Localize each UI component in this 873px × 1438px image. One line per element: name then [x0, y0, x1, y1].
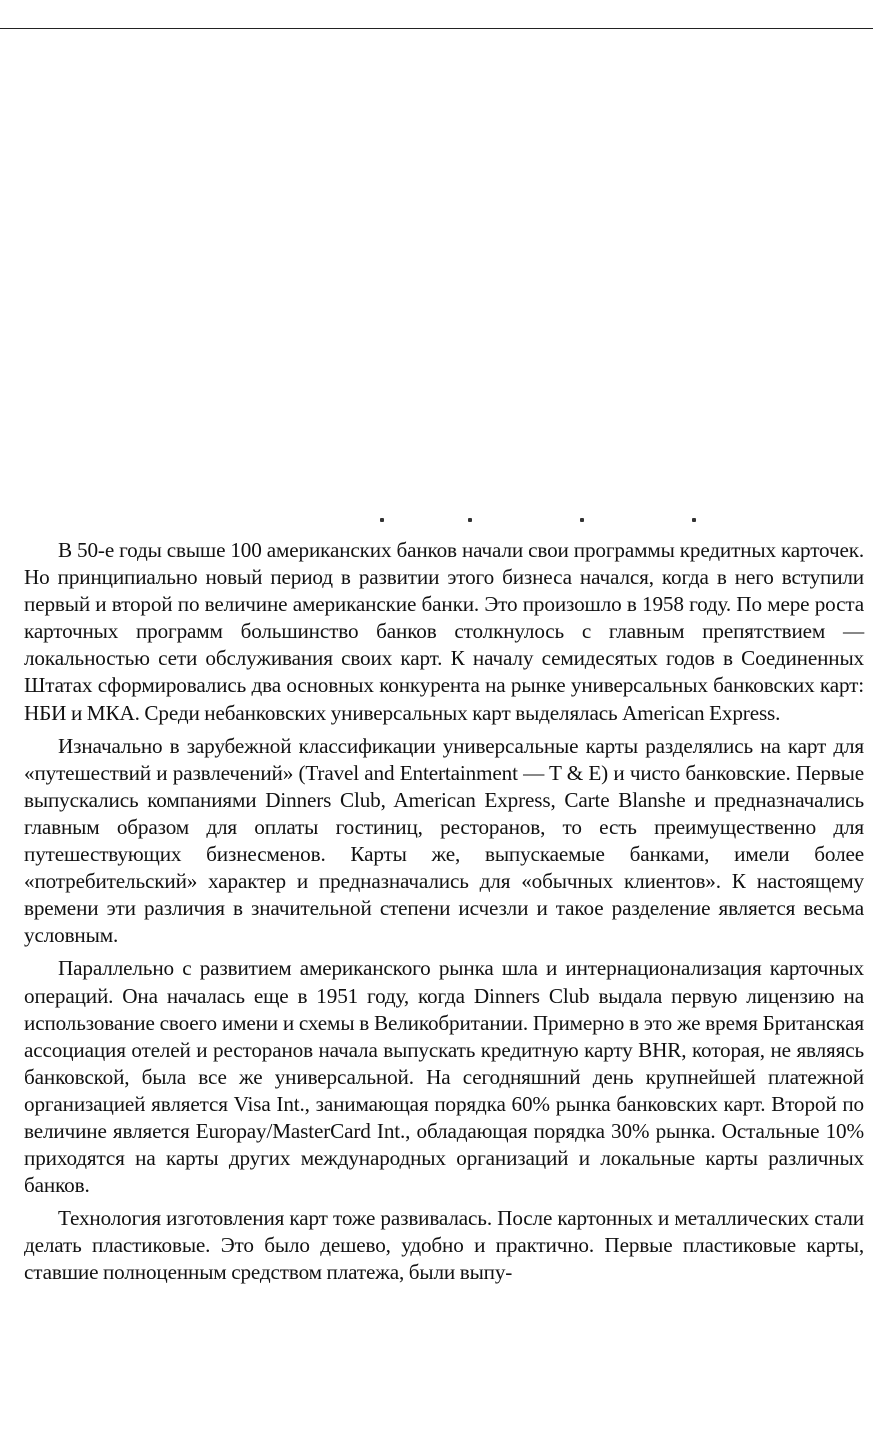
document-body: [24, 537, 864, 1287]
paragraph-1: В 50-е годы свыше 100 американских банков начали свои программы кредитных карточек. Но принципиально новый период в развитии этого бизнеса начался, когда в него вступили первый и второй по величине американские банки. Это произошло в 1958 году. По мере роста карточных программ большинство банков столкнулось с главным препятствием — локальностью сети обслуживания своих карт. К началу семидесятых годов в Соединенных Штатах сформировались два основных конкурента на рынке универсальных банковских карт: НБИ и МКА. Среди небанковских универсальных карт выделялась American Express.: [24, 538, 864, 725]
paragraph-2: Изначально в зарубежной классификации универсальные карты разделялись на карт для «путешествий и развлечений» (Travel and Entertainment — T & E) и чисто банковские. Первые выпускались компаниями Dinners Club, American Express, Carte Blanshe и предназначались главным образом для оплаты гостиниц, ресторанов, то есть преимущественно для путешествующих бизнесменов. Карты же, выпускаемые банками, имели более «потребительский» характер и предназначались для «обычных клиентов». К настоящему времени эти различия в значительной степени исчезли и такое разделение является весьма условным.: [24, 733, 864, 948]
scan-artifact-marks: [380, 518, 700, 526]
paragraph-3: Параллельно с развитием американского рынка шла и интернационализация карточных операций. Она началась еще в 1951 году, когда Dinners Club выдала первую лицензию на использование своего имени и схемы в Великобритании. Примерно в это же время Британская ассоциация отелей и ресторанов начала выпускать кредитную карту BHR, которая, не являясь банковской, была все же универсальной. На сегодняшний день крупнейшей платежной организацией является Visa Int., занимающая порядка 60% рынка банковских карт. Второй по величине является Europay/MasterCard Int., обладающая порядка 30% рынка. Остальные 10% приходятся на карты других международных организаций и локальные карты различных банков.: [24, 956, 864, 1198]
blank-page-area: [0, 30, 873, 530]
page-top-rule: [0, 28, 873, 29]
paragraph-4: Технология изготовления карт тоже развивалась. После картонных и металлических стали делать пластиковые. Это было дешево, удобно и практично. Первые пластиковые карты, ставшие полноценным средством платежа, были выпу-: [24, 1206, 864, 1285]
